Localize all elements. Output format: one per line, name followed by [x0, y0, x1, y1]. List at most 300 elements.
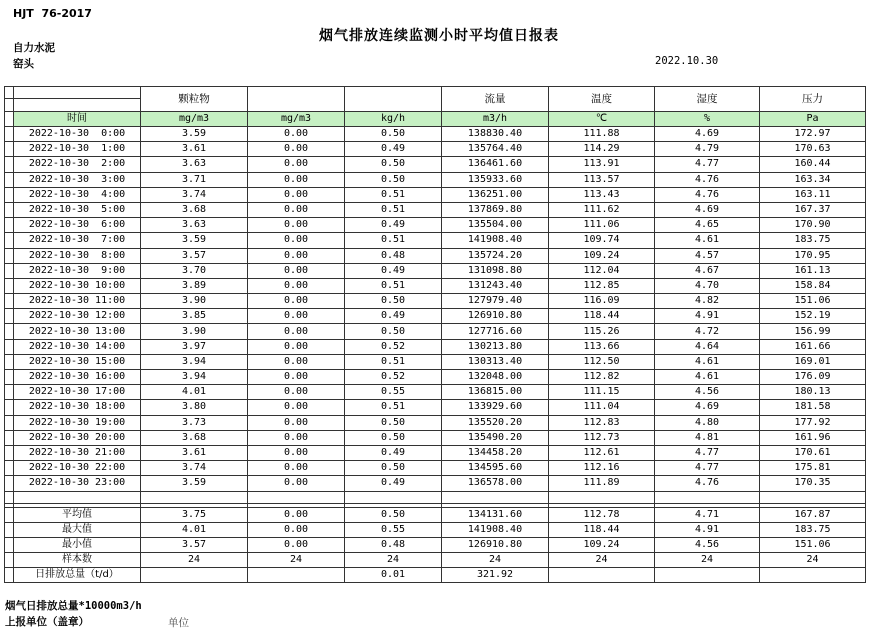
value-cell: 3.61 [141, 142, 248, 157]
value-cell: 4.82 [655, 294, 760, 309]
time-cell: 2022-10-30 8:00 [14, 248, 141, 263]
value-cell: 4.77 [655, 461, 760, 476]
table-row [5, 278, 866, 293]
value-cell: 111.89 [549, 476, 655, 491]
table-row [5, 430, 866, 445]
value-cell: 131243.40 [442, 278, 549, 293]
table-row [5, 354, 866, 369]
value-cell: 3.59 [141, 127, 248, 142]
time-cell: 2022-10-30 11:00 [14, 294, 141, 309]
value-cell: 4.70 [655, 278, 760, 293]
value-cell: 0.00 [248, 172, 345, 187]
value-cell: 0.49 [345, 445, 442, 460]
value-cell: 133929.60 [442, 400, 549, 415]
summary-value-cell [655, 568, 760, 583]
value-cell: 0.51 [345, 400, 442, 415]
summary-value-cell: 126910.80 [442, 537, 549, 552]
sliver-cell [5, 187, 14, 202]
time-cell: 2022-10-30 3:00 [14, 172, 141, 187]
param-header-temperature: 温度 [549, 87, 655, 112]
value-cell: 170.61 [760, 445, 866, 460]
table-row [5, 187, 866, 202]
empty-cell [248, 491, 345, 503]
summary-value-cell: 0.00 [248, 507, 345, 522]
time-header-blank-bottom [14, 99, 141, 112]
value-cell: 3.74 [141, 187, 248, 202]
header-row-top [5, 87, 866, 99]
value-cell: 4.80 [655, 415, 760, 430]
summary-value-cell: 24 [760, 553, 866, 568]
param-header-blank-1 [248, 87, 345, 112]
value-cell: 0.00 [248, 248, 345, 263]
summary-value-cell: 321.92 [442, 568, 549, 583]
summary-value-cell: 24 [655, 553, 760, 568]
value-cell: 4.69 [655, 202, 760, 217]
time-cell: 2022-10-30 13:00 [14, 324, 141, 339]
value-cell: 136578.00 [442, 476, 549, 491]
param-header-particulate: 颗粒物 [141, 87, 248, 112]
unit-cell: % [655, 112, 760, 127]
value-cell: 151.06 [760, 294, 866, 309]
sliver-cell [5, 385, 14, 400]
value-cell: 0.00 [248, 309, 345, 324]
time-cell: 2022-10-30 9:00 [14, 263, 141, 278]
value-cell: 0.50 [345, 172, 442, 187]
value-cell: 3.94 [141, 354, 248, 369]
sliver-cell [5, 309, 14, 324]
sliver-cell [5, 430, 14, 445]
value-cell: 4.69 [655, 400, 760, 415]
table-row [5, 522, 866, 537]
value-cell: 0.00 [248, 339, 345, 354]
table-row [5, 553, 866, 568]
unit-cell: ℃ [549, 112, 655, 127]
sliver-cell [5, 522, 14, 537]
empty-cell [549, 491, 655, 503]
value-cell: 127979.40 [442, 294, 549, 309]
table-row [5, 233, 866, 248]
value-cell: 0.55 [345, 385, 442, 400]
value-cell: 134595.60 [442, 461, 549, 476]
sliver-cell [5, 157, 14, 172]
value-cell: 0.51 [345, 278, 442, 293]
table-row [5, 324, 866, 339]
sliver-cell [5, 294, 14, 309]
value-cell: 113.57 [549, 172, 655, 187]
summary-value-cell: 0.55 [345, 522, 442, 537]
value-cell: 4.76 [655, 172, 760, 187]
summary-value-cell: 141908.40 [442, 522, 549, 537]
table-row [5, 476, 866, 491]
value-cell: 4.76 [655, 187, 760, 202]
value-cell: 158.84 [760, 278, 866, 293]
value-cell: 4.69 [655, 127, 760, 142]
value-cell: 183.75 [760, 233, 866, 248]
value-cell: 160.44 [760, 157, 866, 172]
value-cell: 135520.20 [442, 415, 549, 430]
value-cell: 3.71 [141, 172, 248, 187]
summary-value-cell: 0.00 [248, 522, 345, 537]
summary-label: 最大值 [14, 522, 141, 537]
value-cell: 3.97 [141, 339, 248, 354]
value-cell: 3.73 [141, 415, 248, 430]
value-cell: 161.66 [760, 339, 866, 354]
value-cell: 180.13 [760, 385, 866, 400]
sliver-cell [5, 415, 14, 430]
time-cell: 2022-10-30 19:00 [14, 415, 141, 430]
value-cell: 135504.00 [442, 218, 549, 233]
value-cell: 111.62 [549, 202, 655, 217]
value-cell: 4.77 [655, 157, 760, 172]
value-cell: 134458.20 [442, 445, 549, 460]
value-cell: 0.00 [248, 385, 345, 400]
summary-value-cell: 0.00 [248, 537, 345, 552]
value-cell: 4.64 [655, 339, 760, 354]
value-cell: 136815.00 [442, 385, 549, 400]
value-cell: 0.00 [248, 324, 345, 339]
table-row [5, 385, 866, 400]
sliver-cell [5, 507, 14, 522]
value-cell: 112.04 [549, 263, 655, 278]
summary-value-cell: 24 [248, 553, 345, 568]
value-cell: 131098.80 [442, 263, 549, 278]
value-cell: 113.66 [549, 339, 655, 354]
empty-cell [141, 491, 248, 503]
sliver-cell [5, 99, 14, 112]
sliver-cell [5, 202, 14, 217]
table-row [5, 142, 866, 157]
summary-value-cell: 109.24 [549, 537, 655, 552]
table-row [5, 507, 866, 522]
value-cell: 3.68 [141, 430, 248, 445]
value-cell: 0.00 [248, 430, 345, 445]
sliver-cell [5, 127, 14, 142]
table-row [5, 202, 866, 217]
summary-value-cell: 4.91 [655, 522, 760, 537]
sliver-cell [5, 172, 14, 187]
value-cell: 116.09 [549, 294, 655, 309]
table-row [5, 415, 866, 430]
time-cell: 2022-10-30 20:00 [14, 430, 141, 445]
table-row [5, 309, 866, 324]
unit-label: 单位 [168, 617, 189, 629]
value-cell: 170.95 [760, 248, 866, 263]
value-cell: 0.51 [345, 354, 442, 369]
value-cell: 0.00 [248, 445, 345, 460]
value-cell: 136461.60 [442, 157, 549, 172]
value-cell: 141908.40 [442, 233, 549, 248]
sliver-cell [5, 324, 14, 339]
summary-value-cell: 0.48 [345, 537, 442, 552]
summary-value-cell: 4.56 [655, 537, 760, 552]
value-cell: 112.82 [549, 370, 655, 385]
time-cell: 2022-10-30 0:00 [14, 127, 141, 142]
value-cell: 4.67 [655, 263, 760, 278]
summary-value-cell [760, 568, 866, 583]
time-header-label: 时间 [14, 112, 141, 127]
value-cell: 130213.80 [442, 339, 549, 354]
sliver-cell [5, 142, 14, 157]
station-name: 窑头 [13, 58, 34, 70]
value-cell: 0.00 [248, 476, 345, 491]
table-row [5, 263, 866, 278]
value-cell: 138830.40 [442, 127, 549, 142]
value-cell: 112.83 [549, 415, 655, 430]
value-cell: 169.01 [760, 354, 866, 369]
time-cell: 2022-10-30 21:00 [14, 445, 141, 460]
value-cell: 135724.20 [442, 248, 549, 263]
value-cell: 0.00 [248, 415, 345, 430]
value-cell: 0.50 [345, 157, 442, 172]
value-cell: 111.06 [549, 218, 655, 233]
time-cell: 2022-10-30 16:00 [14, 370, 141, 385]
value-cell: 0.00 [248, 370, 345, 385]
unit-cell: Pa [760, 112, 866, 127]
table-row [5, 400, 866, 415]
value-cell: 0.50 [345, 430, 442, 445]
value-cell: 109.74 [549, 233, 655, 248]
time-cell: 2022-10-30 14:00 [14, 339, 141, 354]
value-cell: 4.76 [655, 476, 760, 491]
value-cell: 0.00 [248, 461, 345, 476]
value-cell: 0.00 [248, 294, 345, 309]
table-row [5, 172, 866, 187]
sliver-cell [5, 278, 14, 293]
time-cell: 2022-10-30 12:00 [14, 309, 141, 324]
value-cell: 4.57 [655, 248, 760, 263]
value-cell: 3.85 [141, 309, 248, 324]
value-cell: 0.49 [345, 476, 442, 491]
value-cell: 0.49 [345, 263, 442, 278]
table-row [5, 127, 866, 142]
summary-value-cell: 3.75 [141, 507, 248, 522]
table-row [5, 445, 866, 460]
units-row [5, 112, 866, 127]
value-cell: 4.01 [141, 385, 248, 400]
value-cell: 170.63 [760, 142, 866, 157]
value-cell: 136251.00 [442, 187, 549, 202]
value-cell: 0.52 [345, 339, 442, 354]
sliver-cell [5, 476, 14, 491]
value-cell: 0.50 [345, 415, 442, 430]
value-cell: 4.91 [655, 309, 760, 324]
value-cell: 126910.80 [442, 309, 549, 324]
summary-value-cell: 151.06 [760, 537, 866, 552]
table-row [5, 370, 866, 385]
value-cell: 0.51 [345, 233, 442, 248]
value-cell: 170.90 [760, 218, 866, 233]
sliver-cell [5, 568, 14, 583]
value-cell: 161.13 [760, 263, 866, 278]
time-header-blank-top [14, 87, 141, 99]
report-date: 2022.10.30 [655, 55, 719, 67]
summary-label: 日排放总量（t/d） [14, 568, 141, 583]
sliver-cell [5, 370, 14, 385]
value-cell: 4.77 [655, 445, 760, 460]
value-cell: 161.96 [760, 430, 866, 445]
time-cell: 2022-10-30 6:00 [14, 218, 141, 233]
table-row [5, 537, 866, 552]
summary-value-cell: 4.71 [655, 507, 760, 522]
time-cell: 2022-10-30 5:00 [14, 202, 141, 217]
value-cell: 135764.40 [442, 142, 549, 157]
sliver-cell [5, 491, 14, 503]
value-cell: 0.00 [248, 127, 345, 142]
value-cell: 3.59 [141, 233, 248, 248]
value-cell: 163.34 [760, 172, 866, 187]
value-cell: 111.04 [549, 400, 655, 415]
value-cell: 4.72 [655, 324, 760, 339]
standard-code: HJT 76-2017 [13, 7, 92, 20]
sliver-cell [5, 354, 14, 369]
value-cell: 132048.00 [442, 370, 549, 385]
table-row [5, 248, 866, 263]
summary-value-cell [248, 568, 345, 583]
value-cell: 130313.40 [442, 354, 549, 369]
summary-label: 最小值 [14, 537, 141, 552]
value-cell: 112.85 [549, 278, 655, 293]
value-cell: 115.26 [549, 324, 655, 339]
time-cell: 2022-10-30 17:00 [14, 385, 141, 400]
value-cell: 113.91 [549, 157, 655, 172]
value-cell: 111.15 [549, 385, 655, 400]
sliver-cell [5, 263, 14, 278]
page-title: 烟气排放连续监测小时平均值日报表 [319, 28, 559, 44]
time-cell: 2022-10-30 22:00 [14, 461, 141, 476]
value-cell: 0.00 [248, 142, 345, 157]
value-cell: 152.19 [760, 309, 866, 324]
unit-cell: m3/h [442, 112, 549, 127]
summary-value-cell [141, 568, 248, 583]
value-cell: 0.00 [248, 278, 345, 293]
value-cell: 0.49 [345, 218, 442, 233]
value-cell: 176.09 [760, 370, 866, 385]
value-cell: 181.58 [760, 400, 866, 415]
value-cell: 0.00 [248, 233, 345, 248]
value-cell: 0.00 [248, 218, 345, 233]
value-cell: 4.61 [655, 233, 760, 248]
value-cell: 0.00 [248, 354, 345, 369]
summary-value-cell: 183.75 [760, 522, 866, 537]
value-cell: 3.70 [141, 263, 248, 278]
param-header-pressure: 压力 [760, 87, 866, 112]
value-cell: 0.52 [345, 370, 442, 385]
sliver-cell [5, 218, 14, 233]
summary-value-cell [549, 568, 655, 583]
spacer-rows [5, 491, 866, 507]
table-row [5, 218, 866, 233]
value-cell: 135490.20 [442, 430, 549, 445]
summary-value-cell: 24 [141, 553, 248, 568]
sliver-cell [5, 400, 14, 415]
value-cell: 4.61 [655, 370, 760, 385]
value-cell: 172.97 [760, 127, 866, 142]
param-header-blank-2 [345, 87, 442, 112]
value-cell: 177.92 [760, 415, 866, 430]
company-name: 自力水泥 [13, 42, 55, 54]
value-cell: 3.61 [141, 445, 248, 460]
summary-value-cell: 134131.60 [442, 507, 549, 522]
summary-value-cell: 112.78 [549, 507, 655, 522]
value-cell: 3.68 [141, 202, 248, 217]
value-cell: 3.80 [141, 400, 248, 415]
summary-label: 平均值 [14, 507, 141, 522]
value-cell: 0.49 [345, 142, 442, 157]
time-cell: 2022-10-30 15:00 [14, 354, 141, 369]
flow-total-note: 烟气日排放总量*10000m3/h [5, 600, 142, 612]
value-cell: 127716.60 [442, 324, 549, 339]
sliver-cell [5, 339, 14, 354]
time-cell: 2022-10-30 7:00 [14, 233, 141, 248]
sliver-cell [5, 233, 14, 248]
value-cell: 4.65 [655, 218, 760, 233]
empty-cell [442, 491, 549, 503]
value-cell: 3.74 [141, 461, 248, 476]
value-cell: 0.51 [345, 187, 442, 202]
value-cell: 175.81 [760, 461, 866, 476]
empty-row [5, 491, 866, 503]
summary-value-cell: 3.57 [141, 537, 248, 552]
value-cell: 0.50 [345, 461, 442, 476]
summary-value-cell: 167.87 [760, 507, 866, 522]
value-cell: 3.59 [141, 476, 248, 491]
value-cell: 118.44 [549, 309, 655, 324]
sliver-cell [5, 87, 14, 99]
value-cell: 4.61 [655, 354, 760, 369]
sliver-cell [5, 112, 14, 127]
sliver-cell [5, 537, 14, 552]
value-cell: 113.43 [549, 187, 655, 202]
time-cell: 2022-10-30 18:00 [14, 400, 141, 415]
summary-value-cell: 24 [442, 553, 549, 568]
value-cell: 0.48 [345, 248, 442, 263]
empty-cell [345, 491, 442, 503]
value-cell: 3.63 [141, 218, 248, 233]
value-cell: 170.35 [760, 476, 866, 491]
value-cell: 0.50 [345, 294, 442, 309]
summary-value-cell: 0.50 [345, 507, 442, 522]
value-cell: 114.29 [549, 142, 655, 157]
value-cell: 0.49 [345, 309, 442, 324]
sliver-cell [5, 461, 14, 476]
value-cell: 3.57 [141, 248, 248, 263]
value-cell: 167.37 [760, 202, 866, 217]
summary-value-cell: 118.44 [549, 522, 655, 537]
value-cell: 109.24 [549, 248, 655, 263]
value-cell: 0.50 [345, 127, 442, 142]
table-row [5, 461, 866, 476]
value-cell: 112.61 [549, 445, 655, 460]
value-cell: 3.94 [141, 370, 248, 385]
table-row [5, 294, 866, 309]
summary-value-cell: 4.01 [141, 522, 248, 537]
summary-label: 样本数 [14, 553, 141, 568]
value-cell: 4.79 [655, 142, 760, 157]
param-header-flow: 流量 [442, 87, 549, 112]
unit-cell: kg/h [345, 112, 442, 127]
value-cell: 156.99 [760, 324, 866, 339]
summary-value-cell: 0.01 [345, 568, 442, 583]
sliver-cell [5, 553, 14, 568]
table-row [5, 568, 866, 583]
value-cell: 0.00 [248, 263, 345, 278]
report-unit-label: 上报单位（盖章） [5, 616, 89, 628]
time-cell: 2022-10-30 2:00 [14, 157, 141, 172]
empty-cell [760, 491, 866, 503]
value-cell: 0.50 [345, 324, 442, 339]
empty-cell [655, 491, 760, 503]
unit-cell: mg/m3 [141, 112, 248, 127]
